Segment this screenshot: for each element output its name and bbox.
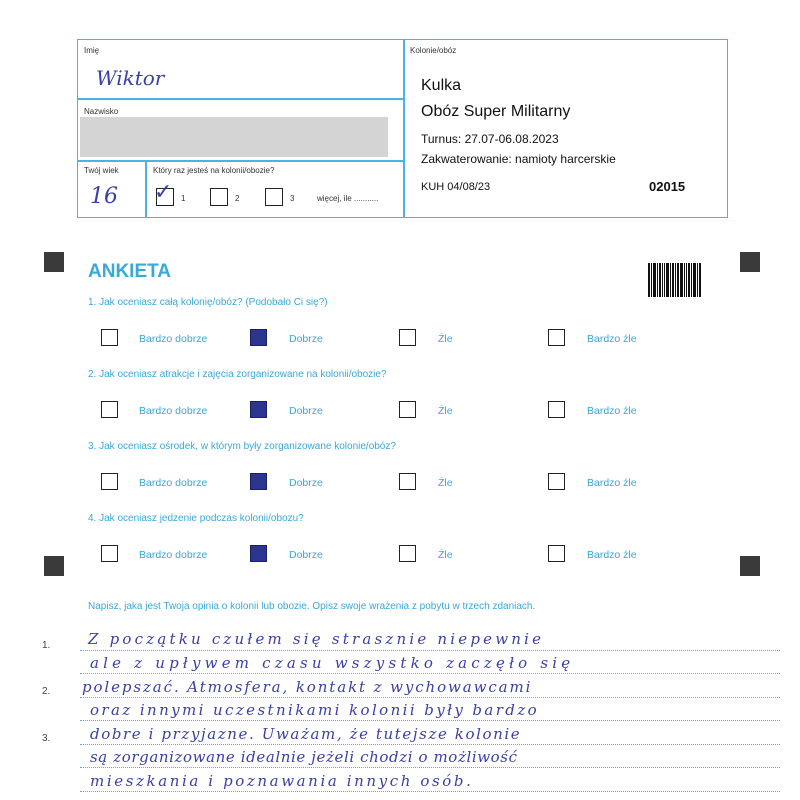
camp-code: KUH 04/08/23 [421,181,491,193]
question-4-checkbox-dobrze[interactable] [250,545,267,562]
question-2-checkbox-dobrze[interactable] [250,401,267,418]
question-2-option-zle: Źle [438,405,453,417]
header-divider-name [78,98,404,100]
question-4-option-bardzo-zle: Bardzo źle [587,549,637,561]
opinion-line [80,697,780,698]
opinion-line [80,650,780,651]
question-4-text: 4. Jak oceniasz jedzenie podczas kolonii/obozu? [88,513,304,524]
survey-title: ANKIETA [88,261,172,282]
question-4-checkbox-zle[interactable] [399,545,416,562]
opinion-handwriting-line: dobre i przyjazne. Uważam, że tutejsze kolonie [90,725,522,743]
times-checkbox-3[interactable] [265,188,283,206]
question-3-option-zle: Źle [438,477,453,489]
age-label: Twój wiek [84,166,119,175]
camp-name: Obóz Super Militarny [421,103,571,120]
opinion-line [80,673,780,674]
barcode [648,263,702,297]
question-2-text: 2. Jak oceniasz atrakcje i zajęcia zorganizowane na kolonii/obozie? [88,369,387,380]
question-3-checkbox-bardzo-dobrze[interactable] [101,473,118,490]
opinion-number-1: 1. [42,640,51,651]
question-1-checkbox-dobrze[interactable] [250,329,267,346]
opinion-handwriting-line: mieszkania i poznawania innych osób. [90,772,474,790]
surname-label: Nazwisko [84,107,119,116]
question-4-checkbox-bardzo-dobrze[interactable] [101,545,118,562]
question-2-checkbox-bardzo-zle[interactable] [548,401,565,418]
camp-label: Kolonie/obóz [410,46,457,55]
header-divider-vertical [403,40,405,217]
question-1-option-dobrze: Dobrze [289,333,323,345]
opinion-handwriting-line: są zorganizowane idealnie jeżeli chodzi o możliwość [90,748,518,766]
question-3-option-dobrze: Dobrze [289,477,323,489]
times-option-1: 1 [181,194,186,203]
registration-marker-bottom-left [44,556,64,576]
camp-place: Kulka [421,77,462,94]
surname-redaction [80,117,388,157]
question-1-checkbox-bardzo-dobrze[interactable] [101,329,118,346]
question-4-checkbox-bardzo-zle[interactable] [548,545,565,562]
question-2-option-bardzo-zle: Bardzo źle [587,405,637,417]
question-1-checkbox-bardzo-zle[interactable] [548,329,565,346]
opinion-line [80,744,780,745]
registration-marker-top-left [44,252,64,272]
times-more: więcej, ile ........... [317,194,379,203]
question-1-text: 1. Jak oceniasz całą kolonię/obóz? (Podobało Ci się?) [88,297,328,308]
question-4-option-zle: Źle [438,549,453,561]
opinion-line [80,791,780,792]
age-value: 16 [90,184,118,209]
registration-marker-top-right [740,252,760,272]
times-label: Który raz jesteś na kolonii/obozie? [153,166,275,175]
opinion-handwriting-line: Z początku czułem się strasznie niepewnie [88,630,545,648]
times-checkmark: ✓ [154,180,173,205]
question-2-checkbox-zle[interactable] [399,401,416,418]
opinion-line [80,720,780,721]
camp-number: 02015 [649,179,686,194]
question-2-option-dobrze: Dobrze [289,405,323,417]
question-4-option-bardzo-dobrze: Bardzo dobrze [139,549,208,561]
question-1-option-zle: Źle [438,333,453,345]
registration-marker-bottom-right [740,556,760,576]
name-value: Wiktor [96,66,165,90]
times-checkbox-2[interactable] [210,188,228,206]
question-3-checkbox-zle[interactable] [399,473,416,490]
question-1-option-bardzo-zle: Bardzo źle [587,333,637,345]
times-option-2: 2 [235,194,240,203]
question-3-checkbox-bardzo-zle[interactable] [548,473,565,490]
opinion-line [80,767,780,768]
name-label: Imię [84,46,100,55]
question-2-checkbox-bardzo-dobrze[interactable] [101,401,118,418]
camp-accommodation: Zakwaterowanie: namioty harcerskie [421,152,616,166]
question-4-option-dobrze: Dobrze [289,549,323,561]
question-3-checkbox-dobrze[interactable] [250,473,267,490]
times-option-3: 3 [290,194,295,203]
header-divider-age [145,160,147,217]
opinion-handwriting-line: ale z upływem czasu wszystko zaczęło się [90,654,575,672]
question-3-text: 3. Jak oceniasz ośrodek, w którym były zorganizowane kolonie/obóz? [88,441,396,452]
camp-turnus: Turnus: 27.07-06.08.2023 [421,132,559,146]
opinion-number-2: 2. [42,686,51,697]
opinion-handwriting-line: oraz innymi uczestnikami kolonii były bardzo [90,701,540,719]
question-1-option-bardzo-dobrze: Bardzo dobrze [139,333,208,345]
question-2-option-bardzo-dobrze: Bardzo dobrze [139,405,208,417]
opinion-handwriting-line: polepszać. Atmosfera, kontakt z wychowawcami [82,678,533,696]
question-3-option-bardzo-dobrze: Bardzo dobrze [139,477,208,489]
opinion-number-3: 3. [42,733,51,744]
opinion-prompt: Napisz, jaka jest Twoja opinia o kolonii lub obozie. Opisz swoje wrażenia z pobytu w trzech zdaniach. [88,601,536,612]
question-1-checkbox-zle[interactable] [399,329,416,346]
question-3-option-bardzo-zle: Bardzo źle [587,477,637,489]
header-divider-surname [78,160,404,162]
